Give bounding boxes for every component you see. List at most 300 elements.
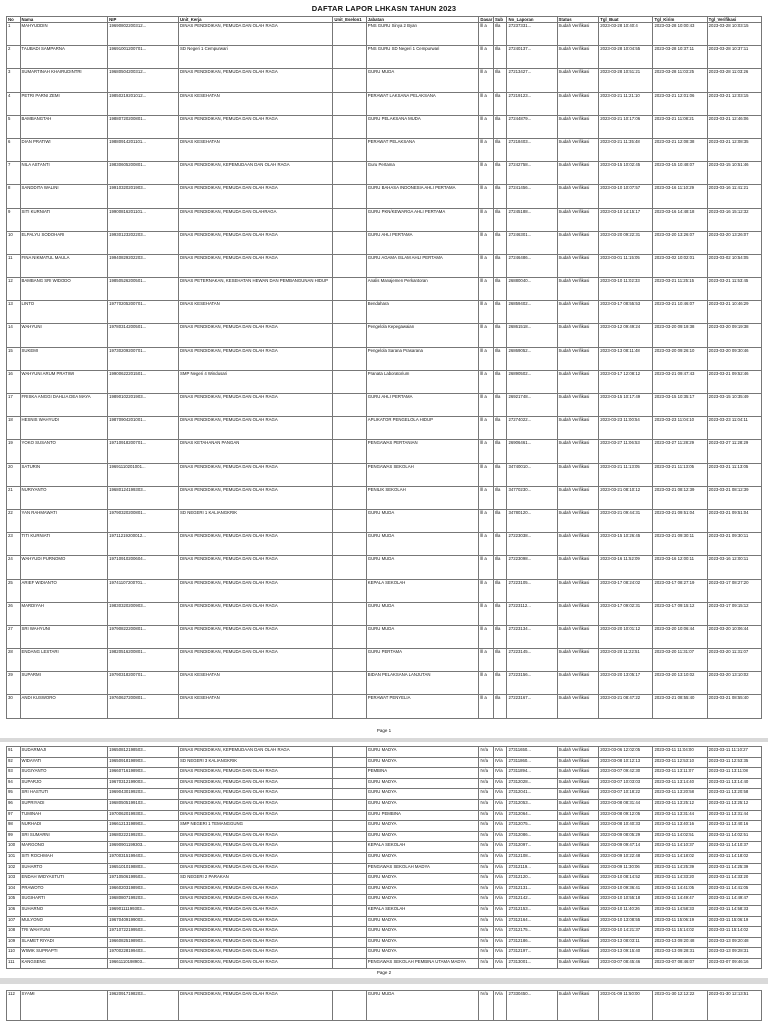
table-cell: Sudah Verifikasi xyxy=(557,884,599,895)
table-cell xyxy=(333,533,366,556)
table-cell: 19760627200801... xyxy=(108,695,179,718)
table-cell: 7 xyxy=(7,162,21,185)
table-cell: 27312153... xyxy=(507,905,557,916)
table-cell: 2023-03-21 09:51:04 xyxy=(707,509,761,532)
table-cell: KEPALA SEKOLAH xyxy=(366,842,479,853)
table-cell: Illa xyxy=(493,254,507,277)
table-cell: 19670409199003... xyxy=(108,916,179,927)
table-cell: 19930123202203... xyxy=(108,231,179,254)
table-cell: DINAS PENDIDIKAN, PEMUDA DAN OLAH RAGA xyxy=(179,579,333,602)
table-cell: 2023-03-27 11:06:53 xyxy=(599,440,653,463)
table-cell: Illa xyxy=(493,695,507,718)
table-cell: 27 xyxy=(7,625,21,648)
table-cell: 14 xyxy=(7,324,21,347)
table-cell xyxy=(333,821,366,832)
table-cell: PENILIK SEKOLAH xyxy=(366,486,479,509)
table-row xyxy=(7,789,762,800)
table-cell: 6 xyxy=(7,138,21,161)
table-cell: SUPARJO xyxy=(20,778,108,789)
report-table-page-3 xyxy=(6,990,762,1021)
table-cell: 2023-03-11 12:53:10 xyxy=(653,757,707,768)
table-cell xyxy=(333,625,366,648)
table-row xyxy=(7,278,762,301)
table-cell: GURU MADYA xyxy=(366,948,479,959)
table-cell: DINAS PENDIDIKAN, PEMUDA DAN OLAH RAGA xyxy=(179,625,333,648)
table-cell xyxy=(333,463,366,486)
table-cell: Sudah Verifikasi xyxy=(557,842,599,853)
table-cell: IV/a xyxy=(479,863,494,874)
table-cell: Sudah Verifikasi xyxy=(557,852,599,863)
table-row xyxy=(7,394,762,417)
table-cell: 2023-03-10 13:08:55 xyxy=(599,916,653,927)
table-cell: 2023-03-21 09:30:11 xyxy=(653,533,707,556)
table-cell: IV/a xyxy=(479,831,494,842)
table-cell: NURHADI xyxy=(20,821,108,832)
table-cell: Sudah Verifikasi xyxy=(557,185,599,208)
table-cell: 5 xyxy=(7,115,21,138)
table-cell: 2023-03-11 14:10:37 xyxy=(653,842,707,853)
table-cell: DINAS PENDIDIKAN, PEMUDA DAN OLAH RAGA xyxy=(179,533,333,556)
table-cell: IV/a xyxy=(479,874,494,885)
table-cell: SRI WAHYUNI xyxy=(20,625,108,648)
table-cell: 2023-03-20 11:31:07 xyxy=(653,649,707,672)
table-cell xyxy=(333,417,366,440)
table-cell: Sudah Verifikasi xyxy=(557,92,599,115)
table-cell xyxy=(333,672,366,695)
table-cell: 26861518... xyxy=(507,324,557,347)
table-cell: 2023-03-11 13:31:44 xyxy=(653,810,707,821)
column-header: Unit_Eselon1 xyxy=(333,17,366,23)
table-cell: 4 xyxy=(7,92,21,115)
table-cell: 2023-03-11 14:58:33 xyxy=(653,905,707,916)
table-cell: Sudah Verifikasi xyxy=(557,747,599,758)
table-cell: 109 xyxy=(7,937,21,948)
table-cell: 27213427... xyxy=(507,69,557,92)
table-cell: 2023-03-11 14:02:51 xyxy=(707,831,761,842)
table-cell: 2023-03-21 12:46:06 xyxy=(707,115,761,138)
table-cell: 2023-03-11 14:33:20 xyxy=(653,874,707,885)
table-cell: Sudah Verifikasi xyxy=(557,115,599,138)
table-cell xyxy=(333,509,366,532)
table-cell: 2023-03-21 11:13:05 xyxy=(707,463,761,486)
table-cell: Illa xyxy=(493,138,507,161)
table-cell: 2023-03-02 10:54:05 xyxy=(707,254,761,277)
table-cell: 2023-03-21 08:55:40 xyxy=(653,695,707,718)
table-cell: MAHYUDDIN xyxy=(20,23,108,46)
table-cell: Illa xyxy=(493,46,507,69)
table-cell: 19650812198503... xyxy=(108,747,179,758)
table-cell: LINTO xyxy=(20,301,108,324)
table-cell xyxy=(333,948,366,959)
table-cell: 19690901199303... xyxy=(108,842,179,853)
table-cell xyxy=(333,810,366,821)
table-cell: 2023-03-11 14:49:47 xyxy=(653,895,707,906)
table-cell xyxy=(333,991,366,1021)
table-cell: SMP NEGERI 1 TEMANGGUNG xyxy=(179,821,333,832)
table-cell: SMP Negeri 4 Windusari xyxy=(179,370,333,393)
table-cell: SITI KURNIATI xyxy=(20,208,108,231)
table-cell: 2023-03-20 11:31:07 xyxy=(707,649,761,672)
table-cell: Sudah Verifikasi xyxy=(557,905,599,916)
table-cell: GURU MUDA xyxy=(366,556,479,579)
table-cell: DINAS PENDIDIKAN, PEMUDA DAN OLAH RAGA xyxy=(179,852,333,863)
table-cell: 2023-03-17 08:24:02 xyxy=(599,579,653,602)
table-cell: 2023-03-11 13:11:08 xyxy=(707,768,761,779)
table-cell: 27246486... xyxy=(507,254,557,277)
table-cell: 2023-03-09 09:47:14 xyxy=(599,842,653,853)
column-header: Jabatan xyxy=(366,17,479,23)
table-cell: 19850219201012... xyxy=(108,92,179,115)
table-cell: 105 xyxy=(7,895,21,906)
table-cell: 2023-03-21 12:03:15 xyxy=(707,92,761,115)
table-cell: 10 xyxy=(7,231,21,254)
table-cell: GURU MADYA xyxy=(366,789,479,800)
table-cell: KEPALA SEKOLAH xyxy=(366,579,479,602)
table-cell: 19790318200701... xyxy=(108,672,179,695)
table-cell: Sudah Verifikasi xyxy=(557,895,599,906)
table-cell: 2023-03-15 10:17:49 xyxy=(599,394,653,417)
table-cell xyxy=(333,347,366,370)
column-header: NIP xyxy=(108,17,179,23)
table-cell: WAHYUNI ARUM PRATIWI xyxy=(20,370,108,393)
table-cell: 19680222199203... xyxy=(108,831,179,842)
table-cell: 2023-03-11 14:33:20 xyxy=(707,874,761,885)
table-cell: 2023-03-21 10:46:29 xyxy=(707,301,761,324)
table-cell: IV/a xyxy=(493,747,507,758)
table-cell xyxy=(333,185,366,208)
table-cell: Sudah Verifikasi xyxy=(557,486,599,509)
table-cell: 27312041... xyxy=(507,789,557,800)
table-cell: SUPARMI xyxy=(20,672,108,695)
table-cell: lll a xyxy=(479,162,494,185)
table-cell: FINA NIKMATUL MAULA xyxy=(20,254,108,277)
table-cell xyxy=(333,602,366,625)
table-cell: 19691110201001... xyxy=(108,463,179,486)
table-cell: 91 xyxy=(7,747,21,758)
table-cell: Sudah Verifikasi xyxy=(557,672,599,695)
table-cell: 27312108... xyxy=(507,852,557,863)
table-cell: IV/a xyxy=(493,927,507,938)
table-cell: 2023-03-15 10:48:07 xyxy=(653,162,707,185)
table-cell: DINAS PENDIDIKAN, PEMUDA DAN OLAH RAGA xyxy=(179,115,333,138)
table-cell: 27219123... xyxy=(507,92,557,115)
table-cell: Sudah Verifikasi xyxy=(557,394,599,417)
table-cell: 2023-03-28 10:40:4 xyxy=(599,23,653,46)
table-cell: IV/a xyxy=(479,810,494,821)
table-cell xyxy=(333,778,366,789)
table-cell: 27311650... xyxy=(507,747,557,758)
table-cell: Illa xyxy=(493,579,507,602)
table-cell: Sudah Verifikasi xyxy=(557,509,599,532)
table-cell: 2023-03-11 13:40:16 xyxy=(653,821,707,832)
table-cell: 2023-03-28 10:37:11 xyxy=(653,46,707,69)
table-cell: Sudah Verifikasi xyxy=(557,254,599,277)
table-cell: 19690111199303... xyxy=(108,905,179,916)
table-cell: GURU MADYA xyxy=(366,757,479,768)
page-number: Page 1 xyxy=(376,728,392,733)
table-cell: lll a xyxy=(479,301,494,324)
table-cell: 2023-03-27 11:28:29 xyxy=(707,440,761,463)
table-cell: GURU AHLI PERTAMA xyxy=(366,231,479,254)
table-cell: lll a xyxy=(479,509,494,532)
table-cell: GURU MADYA xyxy=(366,831,479,842)
table-cell: DINAS PENDIDIKAN, PEMUDA DAN OLAH RAGA xyxy=(179,884,333,895)
table-cell xyxy=(333,852,366,863)
table-row xyxy=(7,927,762,938)
table-cell: YOKO SUSANTO xyxy=(20,440,108,463)
table-cell: 2023-03-21 08:55:40 xyxy=(707,695,761,718)
table-cell: 2023-03-11 13:14:40 xyxy=(653,778,707,789)
table-cell: GURU PEMBINA xyxy=(366,810,479,821)
table-cell: GURU MADYA xyxy=(366,927,479,938)
table-cell: DINAS KESEHATAN xyxy=(179,695,333,718)
table-cell xyxy=(333,649,366,672)
column-header: Tgl_Buat xyxy=(599,17,653,23)
table-cell: 19830605200801... xyxy=(108,162,179,185)
table-cell: 34740010... xyxy=(507,463,557,486)
table-cell: NURIYANTO xyxy=(20,486,108,509)
table-cell: 25 xyxy=(7,579,21,602)
column-header: Status xyxy=(557,17,599,23)
table-cell: DINAS PENDIDIKAN, PEMUDA DAN OLAH RAGA xyxy=(179,768,333,779)
table-cell xyxy=(333,842,366,853)
table-cell: lll a xyxy=(479,231,494,254)
table-row xyxy=(7,46,762,69)
table-cell xyxy=(333,757,366,768)
table-cell: KEPALA SEKOLAH xyxy=(366,905,479,916)
table-cell: Sudah Verifikasi xyxy=(557,69,599,92)
table-cell: 19770205200701... xyxy=(108,301,179,324)
table-cell: 27223145... xyxy=(507,649,557,672)
table-cell: SUPRIYADI xyxy=(20,799,108,810)
table-row xyxy=(7,768,762,779)
table-cell: 2023-03-11 14:49:47 xyxy=(707,895,761,906)
table-cell: DINAS PENDIDIKAN, PEMUDA DAN OLAH RAGA xyxy=(179,463,333,486)
table-cell: 16 xyxy=(7,370,21,393)
table-cell: 103 xyxy=(7,874,21,885)
table-row xyxy=(7,440,762,463)
table-cell: SUHARNO xyxy=(20,905,108,916)
table-cell: GURU MUDA xyxy=(366,625,479,648)
table-cell: lll a xyxy=(479,556,494,579)
table-cell: BAMBANGTAH xyxy=(20,115,108,138)
table-cell: IV/a xyxy=(493,937,507,948)
table-cell: 2023-03-20 09:19:38 xyxy=(653,324,707,347)
table-cell: Sudah Verifikasi xyxy=(557,208,599,231)
table-cell: SD NEGERI 1 KALIANGKRIK xyxy=(179,509,333,532)
table-cell: lll a xyxy=(479,649,494,672)
table-row xyxy=(7,905,762,916)
table-cell: 19700228199403... xyxy=(108,948,179,959)
table-cell: 2023-03-11 13:11:07 xyxy=(653,768,707,779)
table-cell xyxy=(333,695,366,718)
table-cell: 2023-01-09 11:50:00 xyxy=(599,991,653,1021)
table-cell xyxy=(333,138,366,161)
table-cell: Illa xyxy=(493,208,507,231)
table-cell: 2023-03-13 08:11:48 xyxy=(599,347,653,370)
table-cell: SUDARMAJI xyxy=(20,747,108,758)
table-cell: SATURIN xyxy=(20,463,108,486)
table-cell: Illa xyxy=(493,533,507,556)
table-cell: SRI HASTUTI xyxy=(20,789,108,800)
table-cell: 2023-03-21 11:13:05 xyxy=(653,463,707,486)
table-cell: 2023-03-21 12:08:35 xyxy=(707,138,761,161)
table-cell: 27312075... xyxy=(507,821,557,832)
table-cell: PENGAWAS SEKOLAH PEMBINA UTAMA MADYA xyxy=(366,958,479,969)
column-header: Dasar xyxy=(480,17,493,22)
table-cell: IV/a xyxy=(493,757,507,768)
table-cell: 19690802200312... xyxy=(108,23,179,46)
table-cell: 27223112... xyxy=(507,602,557,625)
table-row xyxy=(7,916,762,927)
table-cell: 2023-03-07 09:42:30 xyxy=(599,768,653,779)
table-cell: 27274022... xyxy=(507,417,557,440)
table-cell: GURU MADYA xyxy=(366,895,479,906)
table-cell: 2023-03-16 11:52:09 xyxy=(599,556,653,579)
column-header: Tgl_Verifikasi xyxy=(707,17,761,23)
table-cell xyxy=(333,895,366,906)
table-cell: IV/a xyxy=(493,821,507,832)
table-row xyxy=(7,757,762,768)
table-cell: Sudah Verifikasi xyxy=(557,533,599,556)
table-cell: 27312142... xyxy=(507,895,557,906)
table-cell: 19710910200604... xyxy=(108,556,179,579)
table-cell: 19710918200701... xyxy=(108,440,179,463)
table-cell: IV/a xyxy=(479,905,494,916)
table-cell: SANDDITA WALINI xyxy=(20,185,108,208)
table-cell: Illa xyxy=(493,370,507,393)
table-cell: DINAS PENDIDIKAN, PEMUDA DAN OLAH RAGA xyxy=(179,916,333,927)
table-cell: Illa xyxy=(493,649,507,672)
table-row xyxy=(7,884,762,895)
table-row xyxy=(7,649,762,672)
table-cell: 2023-03-11 15:06:19 xyxy=(707,916,761,927)
table-cell: IV/a xyxy=(493,863,507,874)
table-cell: Sudah Verifikasi xyxy=(557,799,599,810)
table-cell: 30 xyxy=(7,695,21,718)
table-cell xyxy=(333,301,366,324)
table-cell: Sudah Verifikasi xyxy=(557,778,599,789)
table-cell xyxy=(333,231,366,254)
table-cell: IV/a xyxy=(493,884,507,895)
table-cell: PENGAWAS PERTANIAN xyxy=(366,440,479,463)
table-cell: 2023-01-30 12:12:22 xyxy=(653,991,707,1021)
table-cell: IV/a xyxy=(479,895,494,906)
table-cell: Illa xyxy=(493,440,507,463)
table-cell: 19741107200701... xyxy=(108,579,179,602)
table-cell: IV/a xyxy=(479,958,494,969)
table-cell: Illa xyxy=(493,602,507,625)
table-cell: lll a xyxy=(479,486,494,509)
table-cell: 2023-03-11 14:18:02 xyxy=(707,852,761,863)
table-cell: TITI KURNIATI xyxy=(20,533,108,556)
table-cell: DINAS PENDIDIKAN, PEMUDA DAN OLAH RAGA xyxy=(179,789,333,800)
table-cell: 2023-03-20 13:05:17 xyxy=(599,672,653,695)
table-cell: SUKEMI xyxy=(20,347,108,370)
table-cell: 26859402... xyxy=(507,301,557,324)
table-cell: 27313001... xyxy=(507,958,557,969)
table-cell: 2023-01-30 12:13:51 xyxy=(707,991,761,1021)
table-cell: ANDI KUSWORO xyxy=(20,695,108,718)
column-header: Unit_Kerja xyxy=(179,17,333,23)
table-cell: KANGSENG xyxy=(20,958,108,969)
table-cell: 2023-03-16 11:41:21 xyxy=(707,185,761,208)
table-cell: 2023-03-09 11:30:06 xyxy=(599,863,653,874)
table-cell: 2023-03-11 14:10:37 xyxy=(707,842,761,853)
table-cell: 108 xyxy=(7,927,21,938)
table-cell: lll a xyxy=(479,440,494,463)
table-cell: 95 xyxy=(7,789,21,800)
table-cell: Sudah Verifikasi xyxy=(557,948,599,959)
table-cell: GURU MADYA xyxy=(366,778,479,789)
table-cell: GURU AGAMA ISLAM AHLI PERTAMA xyxy=(366,254,479,277)
table-cell: SUHARTO xyxy=(20,863,108,874)
table-cell: ARIEF WIDIANTO xyxy=(20,579,108,602)
table-cell: Sudah Verifikasi xyxy=(557,991,599,1021)
table-cell: Illa xyxy=(493,301,507,324)
table-cell: BIDAN PELAKSANA LANJUTAN xyxy=(366,672,479,695)
table-cell: Guru Pertama xyxy=(366,162,479,185)
table-cell: 2023-03-17 08:55:53 xyxy=(599,301,653,324)
table-cell: PERAWAT PELAKSANA xyxy=(366,138,479,161)
table-cell: IV/a xyxy=(493,874,507,885)
table-cell: DINAS PENDIDIKAN, PEMUDA DAN OLAH RAGA xyxy=(179,254,333,277)
table-cell: Sudah Verifikasi xyxy=(557,324,599,347)
table-cell: 2023-03-09 08:05:29 xyxy=(599,831,653,842)
table-cell: 19710722199503... xyxy=(108,927,179,938)
table-cell: 2023-03-07 10:03:03 xyxy=(599,778,653,789)
table-cell: GURU PELAKSANA MUDA xyxy=(366,115,479,138)
table-cell: 28 xyxy=(7,649,21,672)
report-table-page-1 xyxy=(6,16,762,719)
table-cell: Sudah Verifikasi xyxy=(557,625,599,648)
table-cell: lll a xyxy=(479,625,494,648)
table-cell: Sudah Verifikasi xyxy=(557,23,599,46)
table-cell: 2023-03-13 09:20:48 xyxy=(707,937,761,948)
table-cell: IV/a xyxy=(493,789,507,800)
table-cell: 19680505199103... xyxy=(108,799,179,810)
table-cell xyxy=(333,916,366,927)
table-cell: IV/a xyxy=(479,789,494,800)
table-row xyxy=(7,533,762,556)
table-cell: GURU AHLI PERTAMA xyxy=(366,394,479,417)
table-cell: 2023-03-23 11:04:10 xyxy=(653,417,707,440)
table-cell: DINAS PENDIDIKAN, PEMUDA DAN OLAH RAGA xyxy=(179,417,333,440)
table-cell: 2023-03-11 14:02:51 xyxy=(653,831,707,842)
table-cell: Illa xyxy=(493,69,507,92)
table-cell: DINAS PENDIDIKAN, PEMUDA DAN OLAH RAGA xyxy=(179,69,333,92)
table-cell: 2023-03-28 10:00:43 xyxy=(653,23,707,46)
table-cell: Sudah Verifikasi xyxy=(557,556,599,579)
table-cell: 27241456... xyxy=(507,185,557,208)
table-cell: 2023-03-10 14:21:37 xyxy=(599,927,653,938)
table-cell: DINAS PENDIDIKAN, KEPEMUDAAN DAN OLAH RAGA xyxy=(179,747,333,758)
table-row xyxy=(7,874,762,885)
table-cell: DINAS PENDIDIKAN, PEMUDA DAN OLAH RAGA xyxy=(179,863,333,874)
table-cell: 27246301... xyxy=(507,231,557,254)
table-cell: 2023-03-16 12:00:11 xyxy=(707,556,761,579)
table-row xyxy=(7,810,762,821)
table-cell: 2023-03-27 11:28:29 xyxy=(653,440,707,463)
table-cell: IV/a xyxy=(493,991,507,1021)
table-cell: 2023-03-20 13:26:07 xyxy=(653,231,707,254)
table-cell: 19660825198903... xyxy=(108,937,179,948)
table-cell: 19790320200801... xyxy=(108,509,179,532)
table-cell: 2023-03-09 10:22:48 xyxy=(599,852,653,863)
table-cell: DINAS PENDIDIKAN, PEMUDA DAN OLAH RAGA xyxy=(179,23,333,46)
table-cell: 2023-03-11 15:14:02 xyxy=(707,927,761,938)
table-row xyxy=(7,799,762,810)
